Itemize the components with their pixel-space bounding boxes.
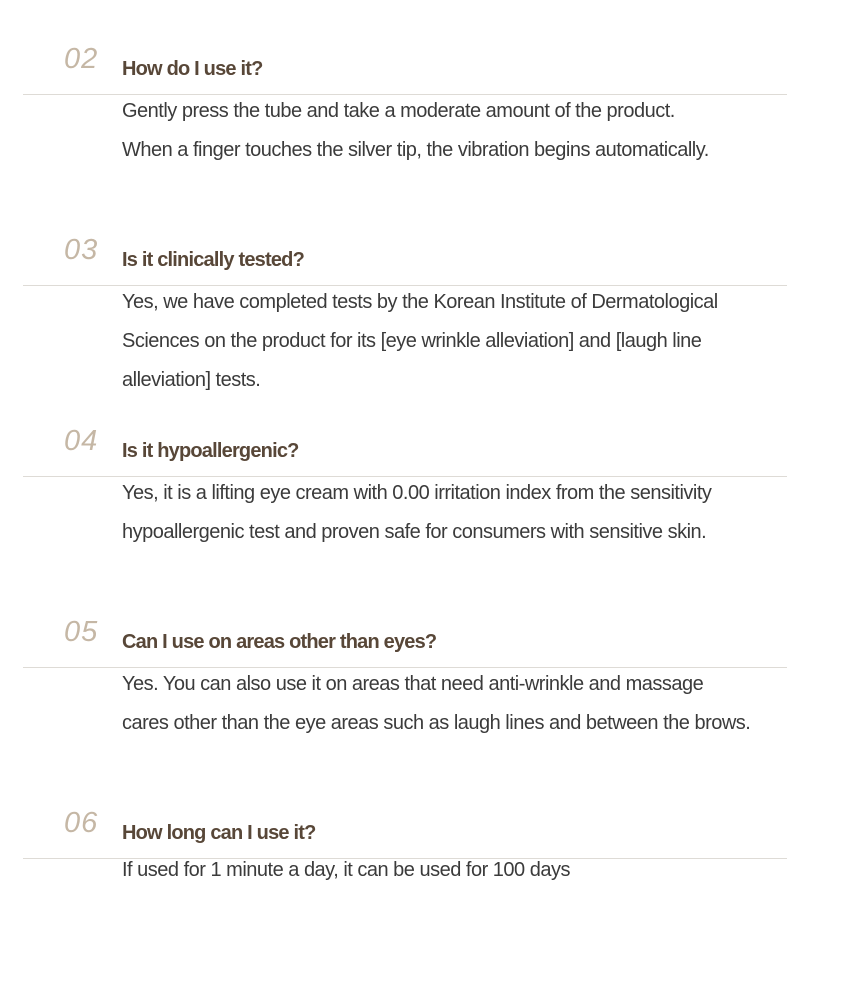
faq-answer — [122, 283, 822, 400]
faq-answer-line: Gently press the tube and take a moderate amount of the product. — [122, 100, 675, 122]
faq-answer-line: Yes, we have completed tests by the Korean Institute of Dermatological — [122, 291, 718, 313]
faq-question: How do I use it? — [122, 58, 263, 80]
faq-item-03 — [0, 234, 860, 434]
faq-answer-line: Sciences on the product for its [eye wrinkle alleviation] and [laugh line — [122, 330, 702, 352]
faq-answer-line: cares other than the eye areas such as laugh lines and between the brows. — [122, 712, 751, 734]
faq-question: Is it clinically tested? — [122, 249, 304, 271]
faq-number: 02 — [64, 43, 99, 75]
faq-answer — [122, 665, 822, 743]
faq-answer-line: Yes, it is a lifting eye cream with 0.00 irritation index from the sensitivity — [122, 482, 712, 504]
faq-item-05 — [0, 616, 860, 816]
faq-answer — [122, 474, 822, 552]
faq-answer — [122, 92, 822, 170]
faq-item-04 — [0, 425, 860, 625]
faq-item-02 — [0, 43, 860, 243]
faq-number: 06 — [64, 807, 99, 839]
faq-number: 04 — [64, 425, 99, 457]
faq-item-06 — [0, 807, 860, 1007]
faq-number: 03 — [64, 234, 99, 266]
faq-answer-line: alleviation] tests. — [122, 369, 261, 391]
faq-number: 05 — [64, 616, 99, 648]
faq-answer — [122, 851, 822, 890]
faq-question: How long can I use it? — [122, 822, 316, 844]
faq-question: Is it hypoallergenic? — [122, 440, 299, 462]
faq-answer-line: Yes. You can also use it on areas that need anti-wrinkle and massage — [122, 673, 704, 695]
faq-answer-line: hypoallergenic test and proven safe for consumers with sensitive skin. — [122, 521, 707, 543]
faq-answer-line: If used for 1 minute a day, it can be used for 100 days — [122, 859, 570, 881]
faq-question: Can I use on areas other than eyes? — [122, 631, 437, 653]
faq-answer-line: When a finger touches the silver tip, the vibration begins automatically. — [122, 139, 709, 161]
